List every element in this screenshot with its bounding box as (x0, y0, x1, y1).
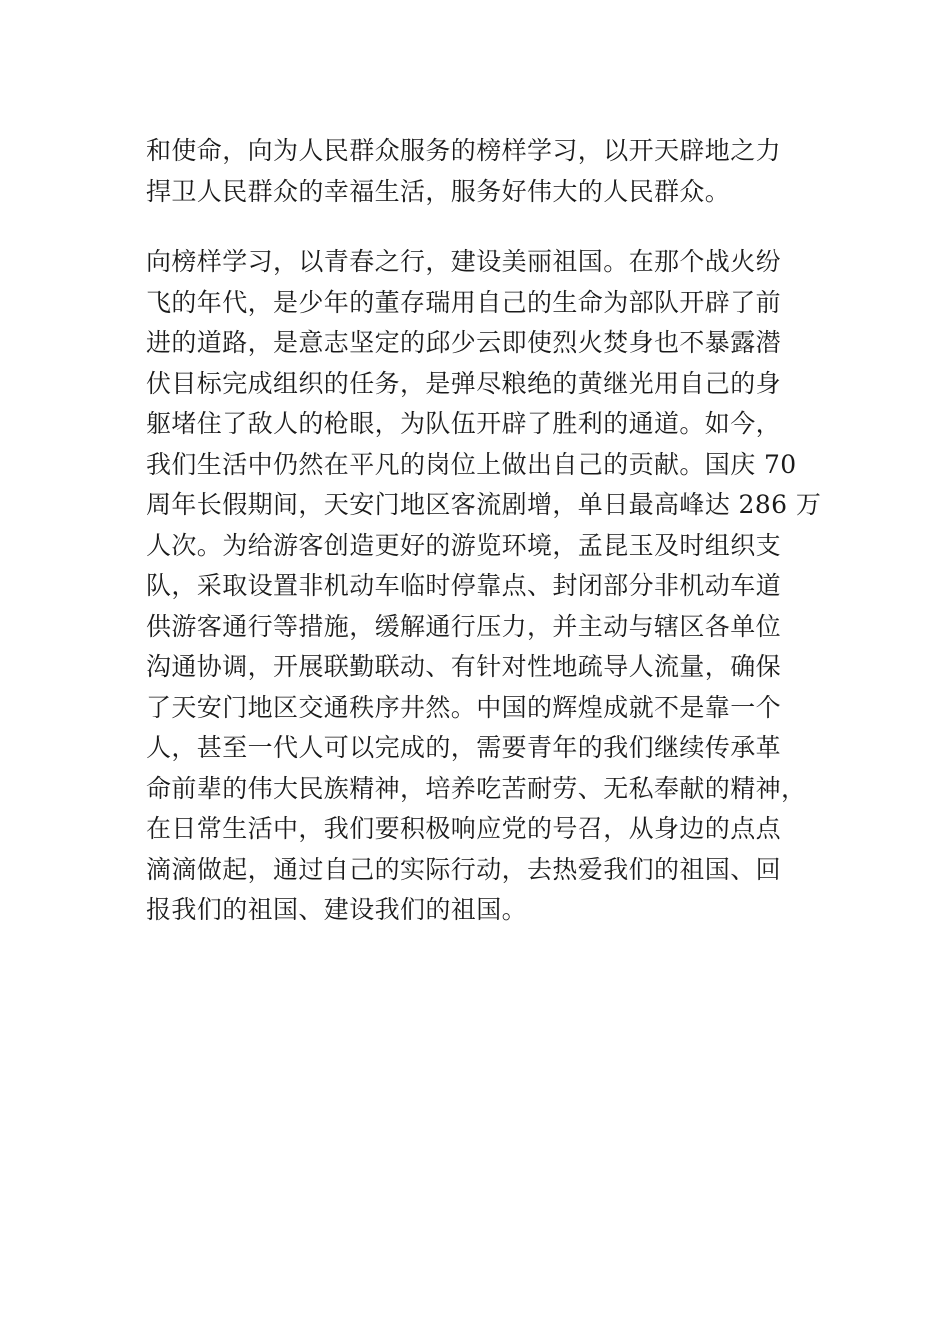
text-line: 和使命，向为人民群众服务的榜样学习，以开天辟地之力 (146, 136, 782, 165)
text-line: 捍卫人民群众的幸福生活，服务好伟大的人民群众。 (146, 176, 731, 206)
paragraph-learn-from-role-models (146, 242, 822, 931)
text-line: 向榜样学习，以青春之行，建设美丽祖国。在那个战火纷 (146, 247, 782, 276)
text-line: 供游客通行等措施，缓解通行压力，并主动与辖区各单位 (146, 611, 782, 641)
text-line: 人次。为给游客创造更好的游览环境，孟昆玉及时组织支 (146, 530, 782, 560)
text-line: 滴滴做起，通过自己的实际行动，去热爱我们的祖国、回 (146, 854, 782, 884)
text-line: 命前辈的伟大民族精神，培养吃苦耐劳、无私奉献的精神， (146, 773, 807, 803)
text-line: 躯堵住了敌人的枪眼，为队伍开辟了胜利的通道。如今， (146, 409, 782, 438)
text-line: 报我们的祖国、建设我们的祖国。 (146, 895, 528, 924)
text-line: 在日常生活中，我们要积极响应党的号召，从身边的点点 (146, 814, 782, 843)
text-line: 进的道路，是意志坚定的邱少云即使烈火焚身也不暴露潜 (146, 328, 782, 357)
text-line: 我们生活中仍然在平凡的岗位上做出自己的贡献。国庆 70 (146, 449, 797, 479)
text-line: 周年长假期间，天安门地区客流剧增，单日最高峰达 286 万 (146, 490, 822, 519)
text-line: 人，甚至一代人可以完成的，需要青年的我们继续传承革 (146, 733, 782, 762)
text-line: 沟通协调，开展联勤联动、有针对性地疏导人流量，确保 (146, 652, 782, 681)
paragraph-continuation (146, 131, 816, 212)
text-line: 伏目标完成组织的任务，是弹尽粮绝的黄继光用自己的身 (146, 368, 782, 398)
text-line: 了天安门地区交通秩序井然。中国的辉煌成就不是靠一个 (146, 692, 782, 722)
text-line: 飞的年代，是少年的董存瑞用自己的生命为部队开辟了前 (146, 287, 782, 317)
text-line: 队，采取设置非机动车临时停靠点、封闭部分非机动车道 (146, 571, 782, 600)
